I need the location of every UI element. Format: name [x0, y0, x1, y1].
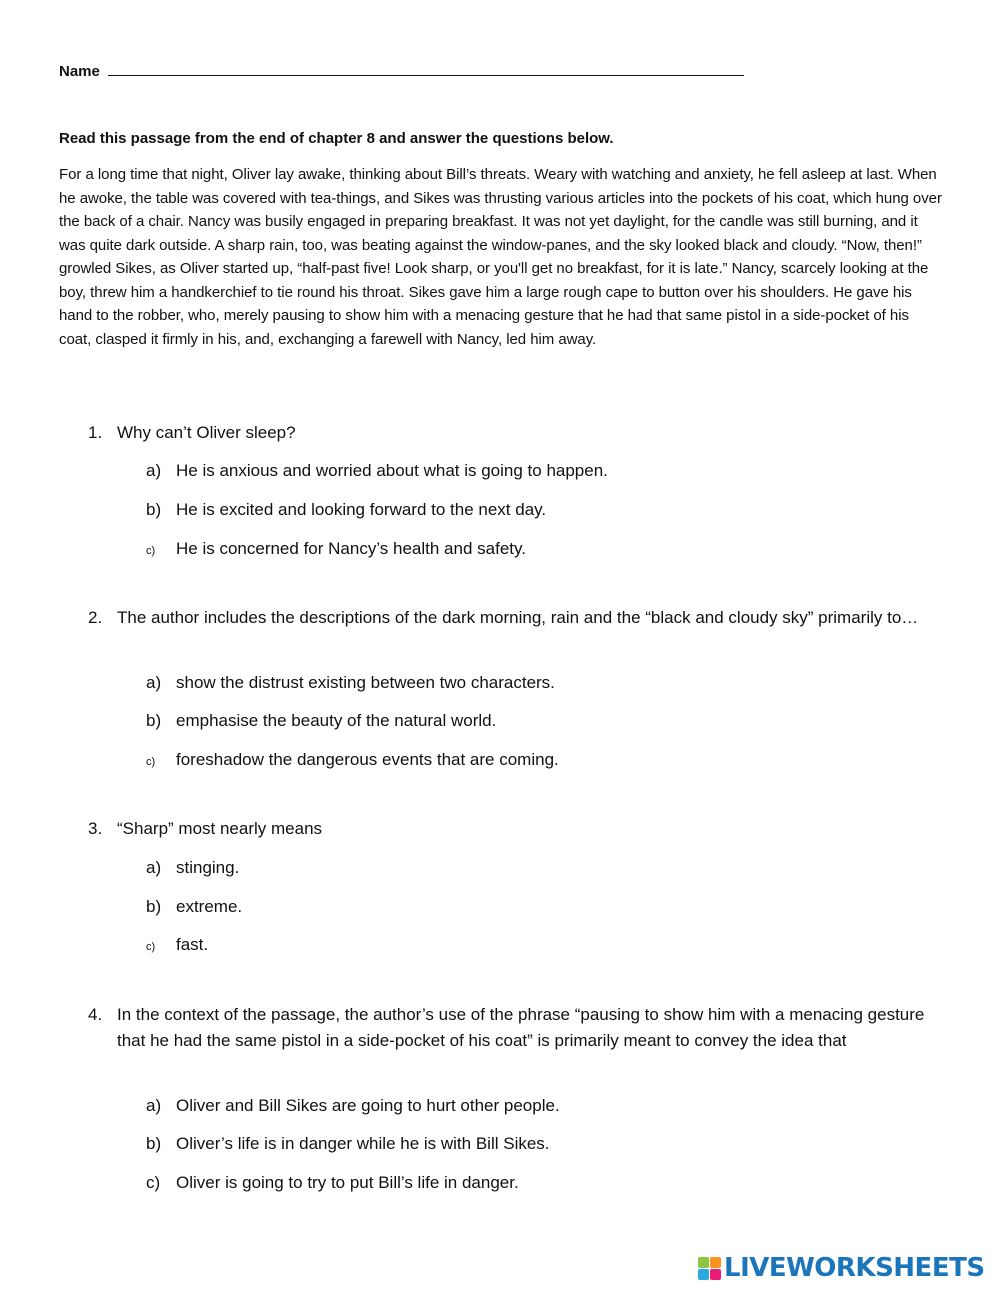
question-2-option-b[interactable]: [146, 709, 496, 733]
question-1-option-a[interactable]: [146, 459, 608, 483]
question-4-option-c[interactable]: [146, 1171, 519, 1195]
option-text: fast.: [176, 935, 209, 954]
question-text: Why can’t Oliver sleep?: [117, 423, 296, 442]
option-text: Oliver is going to try to put Bill’s life in danger.: [176, 1173, 519, 1192]
option-text: extreme.: [176, 897, 243, 916]
option-text: Oliver’s life is in danger while he is with Bill Sikes.: [176, 1134, 550, 1153]
option-letter: b): [146, 500, 162, 519]
option-letter: c): [146, 941, 156, 953]
option-letter: b): [146, 897, 162, 916]
question-3: [88, 816, 938, 842]
question-text: “Sharp” most nearly means: [117, 819, 323, 838]
option-text: emphasise the beauty of the natural world.: [176, 711, 497, 730]
question-1-option-b[interactable]: [146, 498, 546, 522]
logo-tile-pink: [710, 1269, 721, 1280]
option-letter: c): [146, 545, 156, 557]
name-field-row: [59, 60, 744, 80]
question-4-option-b[interactable]: [146, 1132, 550, 1156]
option-text: show the distrust existing between two characters.: [176, 673, 555, 692]
option-letter: a): [146, 461, 162, 480]
option-text: stinging.: [176, 858, 240, 877]
option-letter: a): [146, 673, 162, 692]
option-letter: b): [146, 1134, 162, 1153]
question-1-option-c[interactable]: [146, 537, 526, 563]
option-letter: b): [146, 711, 162, 730]
question-3-option-c[interactable]: [146, 933, 208, 959]
logo-tile-orange: [710, 1257, 721, 1268]
question-2: [88, 605, 938, 631]
question-4-option-a[interactable]: [146, 1094, 560, 1118]
liveworksheets-logo-icon: [698, 1257, 721, 1280]
question-1: [88, 420, 938, 446]
question-number: 1.: [88, 423, 103, 442]
option-text: He is anxious and worried about what is going to happen.: [176, 461, 608, 480]
option-letter: a): [146, 858, 162, 877]
question-2-option-a[interactable]: [146, 671, 555, 695]
name-label: Name: [59, 63, 100, 80]
question-text: In the context of the passage, the author’s use of the phrase “pausing to show him with a menacing gesture that he had the same pistol in a side-pocket of his coat” is primarily meant to convey the idea that: [117, 1005, 925, 1050]
logo-text: LIVEWORKSHEETS: [724, 1253, 985, 1283]
reading-passage: For a long time that night, Oliver lay awake, thinking about Bill’s threats. Weary with watching and anxiety, he fell asleep at last. When he awoke, the table was covered with tea-things, and Sikes was thrusting various articles into the pockets of his coat, which hung over the back of a chair. Nancy was busily engaged in preparing breakfast. It was not yet daylight, for the candle was still burning, and it was quite dark outside. A sharp rain, too, was beating against the window-panes, and the sky looked black and cloudy. “Now, then!” growled Sikes, as Oliver started up, “half-past five! Look sharp, or you'll get no breakfast, for it is late.” Nancy, scarcely looking at the boy, threw him a handkerchief to tie round his throat. Sikes gave him a large rough cape to button over his shoulders. He gave his hand to the robber, who, merely pausing to show him with a menacing gesture that he had that same pistol in a side-pocket of his coat, clasped it firmly in his, and, exchanging a farewell with Nancy, led him away.: [59, 166, 942, 348]
name-blank-line[interactable]: [108, 60, 744, 76]
question-3-option-b[interactable]: [146, 895, 242, 919]
option-letter: a): [146, 1096, 162, 1115]
logo-tile-blue: [698, 1269, 709, 1280]
option-letter: c): [146, 756, 156, 768]
option-text: foreshadow the dangerous events that are coming.: [176, 750, 559, 769]
instruction-heading: Read this passage from the end of chapter 8 and answer the questions below.: [59, 130, 614, 147]
option-text: He is concerned for Nancy’s health and safety.: [176, 539, 526, 558]
question-3-option-a[interactable]: [146, 856, 239, 880]
option-text: He is excited and looking forward to the next day.: [176, 500, 547, 519]
question-number: 2.: [88, 608, 103, 627]
question-2-option-c[interactable]: [146, 748, 559, 774]
question-text: The author includes the descriptions of the dark morning, rain and the “black and cloudy sky” primarily to…: [117, 608, 919, 627]
question-number: 3.: [88, 819, 103, 838]
option-text: Oliver and Bill Sikes are going to hurt other people.: [176, 1096, 560, 1115]
question-number: 4.: [88, 1005, 103, 1024]
question-4: [88, 1002, 938, 1054]
option-letter: c): [146, 1173, 161, 1192]
liveworksheets-logo[interactable]: [698, 1253, 985, 1283]
logo-tile-green: [698, 1257, 709, 1268]
